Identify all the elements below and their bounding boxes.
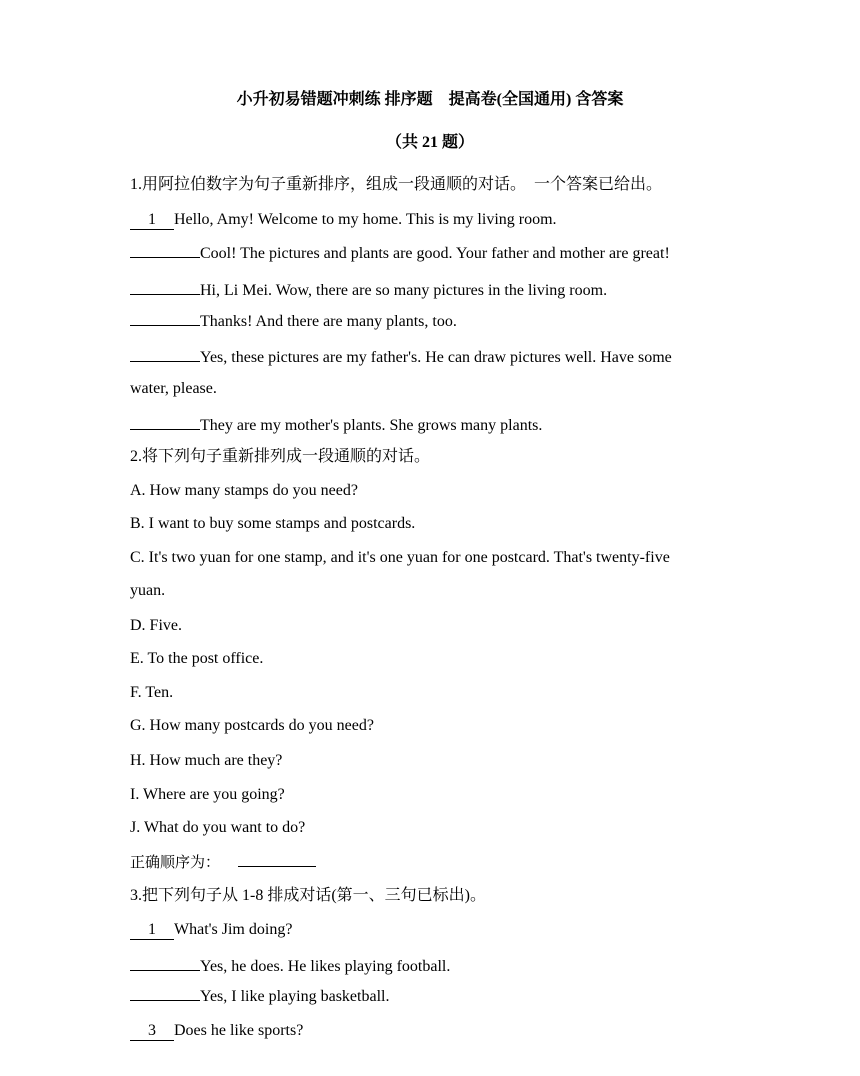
sentence-text: They are my mother's plants. She grows many plants. xyxy=(200,417,543,434)
page-title: 小升初易错题冲刺练 排序题 提高卷(全国通用) 含答案 xyxy=(236,91,624,108)
sentence-text: Hello, Amy! Welcome to my home. This is my living room. xyxy=(174,211,557,228)
sentence-text: Yes, these pictures are my father's. He can draw pictures well. Have some xyxy=(200,349,672,366)
sentence-text: Yes, he does. He likes playing football. xyxy=(200,958,451,975)
q3-prompt: 3.把下列句子从 1-8 排成对话(第一、三句已标出)。 xyxy=(130,887,486,904)
q2-prompt: 2.将下列句子重新排列成一段通顺的对话。 xyxy=(130,448,431,465)
q1-item xyxy=(130,244,670,264)
q2-option: C. It's two yuan for one stamp, and it's one yuan for one postcard. That's twenty-five xyxy=(130,549,670,566)
answer-blank[interactable] xyxy=(130,970,200,971)
q2-option: G. How many postcards do you need? xyxy=(130,717,374,734)
q2-option: B. I want to buy some stamps and postcards. xyxy=(130,515,416,532)
q2-option: A. How many stamps do you need? xyxy=(130,482,358,499)
q3-item xyxy=(130,1021,303,1041)
q2-option: H. How much are they? xyxy=(130,752,283,769)
q2-answer-line xyxy=(130,852,316,872)
q3-item xyxy=(130,987,389,1007)
answer-blank[interactable]: 1 xyxy=(130,921,174,940)
sentence-text: What's Jim doing? xyxy=(174,921,293,938)
q1-item xyxy=(130,210,557,230)
sentence-text: Yes, I like playing basketball. xyxy=(200,988,390,1005)
sentence-text: Hi, Li Mei. Wow, there are so many pictures in the living room. xyxy=(200,282,608,299)
answer-blank[interactable]: 1 xyxy=(130,211,174,230)
q2-option: J. What do you want to do? xyxy=(130,819,306,836)
answer-blank[interactable] xyxy=(130,294,200,295)
q1-item xyxy=(130,416,542,436)
answer-blank[interactable] xyxy=(130,429,200,430)
q1-item xyxy=(130,281,607,301)
answer-label: 正确顺序为： xyxy=(130,853,221,871)
answer-blank[interactable] xyxy=(238,866,316,867)
sentence-text: Thanks! And there are many plants, too. xyxy=(200,313,457,330)
sentence-text: Cool! The pictures and plants are good. Your father and mother are great! xyxy=(200,245,670,262)
q2-option: D. Five. xyxy=(130,617,182,634)
q1-item xyxy=(130,348,672,368)
q3-item xyxy=(130,957,450,977)
q2-option: F. Ten. xyxy=(130,684,174,701)
answer-blank[interactable] xyxy=(130,1000,200,1001)
q2-option-continued: yuan. xyxy=(130,582,166,599)
answer-blank[interactable]: 3 xyxy=(130,1022,174,1041)
q1-item-continued: water, please. xyxy=(130,380,217,397)
q1-prompt: 1.用阿拉伯数字为句子重新排序，组成一段通顺的对话。 一个答案已给出。 xyxy=(130,176,663,193)
q1-item xyxy=(130,312,457,332)
q2-option: E. To the post office. xyxy=(130,650,264,667)
question-count: （共 21 题） xyxy=(385,134,474,151)
answer-blank[interactable] xyxy=(130,325,200,326)
sentence-text: Does he like sports? xyxy=(174,1022,304,1039)
q2-option: I. Where are you going? xyxy=(130,786,285,803)
q3-item xyxy=(130,920,292,940)
answer-blank[interactable] xyxy=(130,361,200,362)
answer-blank[interactable] xyxy=(130,257,200,258)
